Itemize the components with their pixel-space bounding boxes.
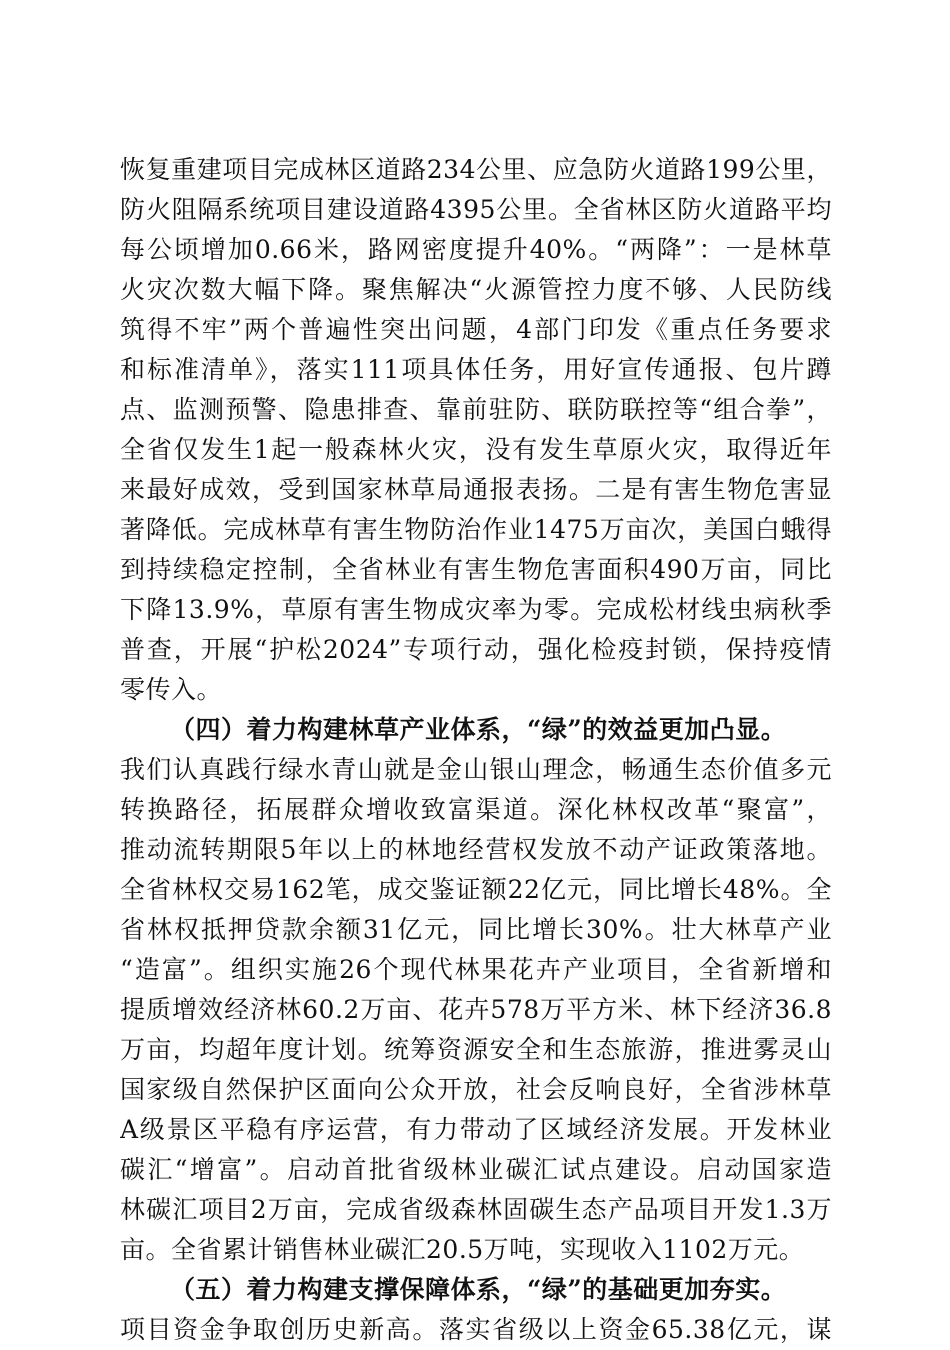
body-line: 国家级自然保护区面向公众开放，社会反响良好，全省涉林草 [120,1075,832,1104]
body-line: 到持续稳定控制，全省林业有害生物危害面积490万亩，同比 [120,555,832,584]
body-line: 推动流转期限5年以上的林地经营权发放不动产证政策落地。 [120,835,832,864]
body-line: 亩。全省累计销售林业碳汇20.5万吨，实现收入1102万元。 [120,1235,805,1264]
body-line: 防火阻隔系统项目建设道路4395公里。全省林区防火道路平均 [120,195,832,224]
body-line: 下降13.9%，草原有害生物成灾率为零。完成松材线虫病秋季 [120,595,832,624]
body-line: 全省仅发生1起一般森林火灾，没有发生草原火灾，取得近年 [120,435,832,464]
body-line: 提质增效经济林60.2万亩、花卉578万平方米、林下经济36.8 [120,995,832,1024]
body-line: 来最好成效，受到国家林草局通报表扬。二是有害生物危害显 [120,475,832,504]
body-line: 恢复重建项目完成林区道路234公里、应急防火道路199公里， [120,155,832,184]
body-line: 我们认真践行绿水青山就是金山银山理念，畅通生态价值多元 [120,755,832,784]
body-line: 零传入。 [120,675,223,704]
body-line: “造富”。组织实施26个现代林果花卉产业项目，全省新增和 [120,955,832,984]
document-body [120,150,832,1350]
body-line: 点、监测预警、隐患排查、靠前驻防、联防联控等“组合拳”， [120,395,832,424]
body-line: 转换路径，拓展群众增收致富渠道。深化林权改革“聚富”， [120,795,832,824]
body-line: 火灾次数大幅下降。聚焦解决“火源管控力度不够、人民防线 [120,275,832,304]
section-heading-5: （五）着力构建支撑保障体系，“绿”的基础更加夯实。 [170,1275,787,1304]
body-line: A级景区平稳有序运营，有力带动了区域经济发展。开发林业 [120,1115,832,1144]
body-line: 普查，开展“护松2024”专项行动，强化检疫封锁，保持疫情 [120,635,832,664]
body-line: 省林权抵押贷款余额31亿元，同比增长30%。壮大林草产业 [120,915,832,944]
section-heading-4: （四）着力构建林草产业体系，“绿”的效益更加凸显。 [170,715,787,744]
body-line: 著降低。完成林草有害生物防治作业1475万亩次，美国白蛾得 [120,515,832,544]
body-line: 万亩，均超年度计划。统筹资源安全和生态旅游，推进雾灵山 [120,1035,832,1064]
body-line: 每公顷增加0.66米，路网密度提升40%。“两降”：一是林草 [120,235,832,264]
body-line: 筑得不牢”两个普遍性突出问题，4部门印发《重点任务要求 [120,315,832,344]
body-line: 碳汇“增富”。启动首批省级林业碳汇试点建设。启动国家造 [120,1155,832,1184]
body-line: 项目资金争取创历史新高。落实省级以上资金65.38亿元，谋 [120,1315,832,1344]
body-line: 和标准清单》，落实111项具体任务，用好宣传通报、包片蹲 [120,355,832,384]
body-line: 全省林权交易162笔，成交鉴证额22亿元，同比增长48%。全 [120,875,832,904]
body-line: 林碳汇项目2万亩，完成省级森林固碳生态产品项目开发1.3万 [120,1195,832,1224]
